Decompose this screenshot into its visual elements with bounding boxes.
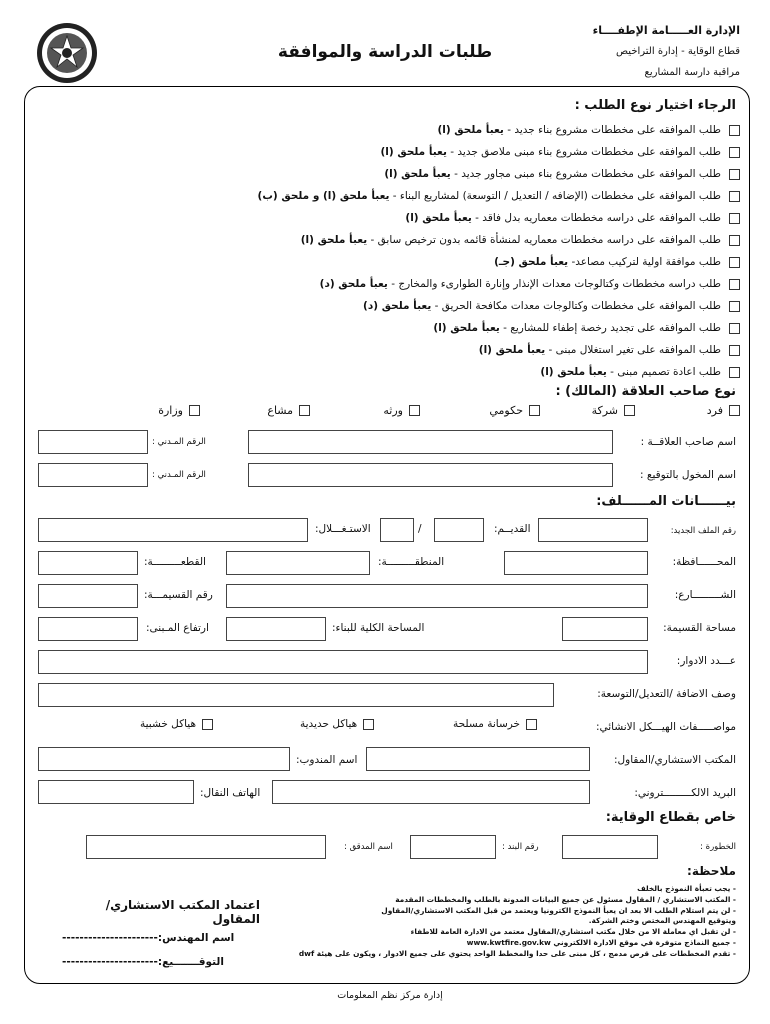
checkbox[interactable] — [729, 169, 740, 180]
owner-option-shared[interactable]: مشاع — [267, 404, 310, 417]
note-line: - المكتب الاستشاري / المقاول مسئول عن جميع البيانات المدونة بالطلب والمخططات المقدمة — [395, 894, 736, 904]
note-line: - لن يتم استلام الطلب الا بعد ان يعبأ النموذج الكترونيا ويعتمد من قبل المكتب الاستشاري/المقاول — [381, 905, 736, 915]
block-input[interactable] — [38, 551, 138, 575]
structure-specs-label: مواصـــــفات الهيـــكل الانشائي: — [595, 721, 736, 733]
owner-option-ministry[interactable]: وزارة — [158, 404, 200, 417]
checkbox[interactable] — [729, 405, 740, 416]
note-line: - تقدم المخططات على قرص مدمج ، كل مبنى على حدا والمخطط الواحد يحتوي على جميع الادوار ، ويكون على هيئة dwf — [298, 948, 736, 958]
engineer-name-field[interactable]: اسم المهندس:---------------------- — [62, 932, 235, 944]
total-building-area-input[interactable] — [226, 617, 326, 641]
checkbox[interactable] — [299, 405, 310, 416]
addition-description-input[interactable] — [38, 683, 554, 707]
delegate-name-label: اسم المندوب: — [296, 754, 358, 766]
checkbox[interactable] — [729, 367, 740, 378]
new-file-number-input[interactable] — [538, 518, 648, 542]
auditor-name-label: اسم المدقق : — [344, 842, 393, 852]
signature-field[interactable]: التوقـــــــيع:---------------------- — [62, 956, 224, 968]
checkbox[interactable] — [526, 719, 537, 730]
request-section-title: الرجاء اختيار نوع الطلب : — [574, 98, 736, 113]
mobile-phone-input[interactable] — [38, 780, 194, 804]
checkbox[interactable] — [624, 405, 635, 416]
note-line: - لن تقبل اي معاملة الا من خلال مكتب استشاري/المقاول معتمد من الادارة العامة للاطفاء — [410, 927, 736, 937]
request-option-6[interactable]: طلب الموافقه على دراسه مخططات معماريه لمنشأة قائمه بدون ترخيص سابق - يعبأ ملحق (ا) — [301, 231, 740, 249]
checkbox[interactable] — [729, 279, 740, 290]
email-input[interactable] — [272, 780, 590, 804]
checkbox[interactable] — [729, 235, 740, 246]
plot-area-input[interactable] — [562, 617, 648, 641]
item-number-label: رقم البند : — [502, 842, 539, 852]
signer-civil-id-input[interactable] — [38, 463, 148, 487]
organization-header — [560, 20, 740, 83]
governorate-input[interactable] — [504, 551, 648, 575]
building-height-input[interactable] — [38, 617, 138, 641]
building-height-label: ارتفاع المـبنى: — [146, 622, 209, 634]
street-input[interactable] — [226, 584, 648, 608]
consultant-approval-title: اعتماد المكتب الاستشاري/المقاول — [105, 898, 260, 926]
form-title: طلبات الدراسة والموافقة — [277, 42, 493, 62]
plot-number-input[interactable] — [38, 584, 138, 608]
note-line: - جميع النماذج متوفرة في موقع الادارة الالكتروني www.kwtfire.gov.kw — [466, 937, 736, 947]
civil-id-label: الرقم المـدني : — [152, 437, 206, 447]
checkbox[interactable] — [729, 345, 740, 356]
checkbox[interactable] — [189, 405, 200, 416]
authorized-signer-input[interactable] — [248, 463, 613, 487]
owner-name-label: اسم صاحب العلاقــة : — [640, 436, 736, 448]
notes-list — [298, 884, 736, 960]
request-option-5[interactable]: طلب الموافقه على دراسه مخططات معماريه بدل فاقد - يعبأ ملحق (ا) — [405, 209, 740, 227]
consultant-office-input[interactable] — [366, 747, 590, 771]
auditor-name-input[interactable] — [86, 835, 326, 859]
page-footer: إدارة مركز نظم المعلومات — [337, 990, 443, 1001]
note-line: ويتوقيع المهندس المختص وختم الشركة. — [588, 916, 736, 926]
risk-label: الخطورة : — [700, 842, 736, 852]
usage-input[interactable] — [38, 518, 308, 542]
fire-department-logo-icon — [36, 22, 98, 84]
mobile-phone-label: الهاتف النقال: — [200, 787, 261, 799]
addition-description-label: وصف الاضافة /التعديل/التوسعة: — [597, 688, 736, 700]
request-option-8[interactable]: طلب دراسه مخططات وكتالوجات معدات الإنذار وإنارة الطوارىء والمخارج - يعبأ ملحق (د) — [320, 275, 740, 293]
owner-option-individual[interactable]: فرد — [707, 404, 740, 417]
request-option-7[interactable]: طلب موافقة اولية لتركيب مصاعد- يعبأ ملحق (جـ) — [494, 253, 740, 271]
owner-name-input[interactable] — [248, 430, 613, 454]
owner-section-title: نوع صاحب العلاقة (المالك) : — [555, 384, 736, 399]
old-file-label: القديــم: — [494, 523, 531, 535]
request-option-11[interactable]: طلب الموافقه على تغير استغلال مبنى - يعبأ ملحق (ا) — [479, 341, 740, 359]
checkbox[interactable] — [729, 191, 740, 202]
org-name: الإدارة العـــــامة الإطفــــاء — [592, 24, 740, 37]
plot-number-label: رقم القسيمـــة: — [144, 589, 213, 601]
total-building-area-label: المساحة الكلية للبناء: — [332, 622, 425, 634]
structure-option-steel[interactable]: هياكل حديدية — [300, 718, 374, 730]
owner-option-heirs[interactable]: ورثه — [383, 404, 420, 417]
file-section-title: بيــــــانات المــــــلف: — [596, 494, 736, 509]
checkbox[interactable] — [363, 719, 374, 730]
notes-title: ملاحظة: — [687, 864, 736, 878]
old-file-part1-input[interactable] — [434, 518, 484, 542]
email-label: البريد الالكـــــــــتروني: — [634, 787, 736, 799]
request-option-2[interactable]: طلب الموافقه على مخططات مشروع بناء مبنى ملاصق جديد - يعبأ ملحق (ا) — [381, 143, 741, 161]
checkbox[interactable] — [202, 719, 213, 730]
governorate-label: المحــــــافظة: — [672, 556, 736, 568]
request-option-9[interactable]: طلب الموافقه على مخططات وكتالوجات معدات مكافحة الحريق - يعبأ ملحق (د) — [363, 297, 740, 315]
owner-civil-id-input[interactable] — [38, 430, 148, 454]
item-number-input[interactable] — [410, 835, 496, 859]
old-file-part2-input[interactable] — [380, 518, 414, 542]
prevention-section-title: خاص بقطاع الوقاية: — [605, 810, 736, 825]
owner-type-options — [40, 404, 740, 422]
delegate-name-input[interactable] — [38, 747, 290, 771]
structure-option-wood[interactable]: هياكل خشبية — [140, 718, 213, 730]
floors-count-label: عـــدد الادوار: — [676, 655, 736, 667]
authorized-signer-label: اسم المخول بالتوقيع : — [640, 469, 736, 481]
block-label: القطعـــــــــة: — [144, 556, 206, 568]
request-option-10[interactable]: طلب الموافقه على تجديد رخصة إطفاء للمشاريع - يعبأ ملحق (ا) — [433, 319, 740, 337]
area-label: المنطقـــــــــة: — [378, 556, 445, 568]
request-option-4[interactable]: طلب الموافقه على مخططات (الإضافه / التعديل / التوسعة) لمشاريع البناء - يعبأ ملحق (ا) و ملحق (ب) — [258, 187, 740, 205]
checkbox[interactable] — [729, 257, 740, 268]
org-sector: قطاع الوقاية - إدارة التراخيص — [616, 46, 740, 57]
plot-area-label: مساحة القسيمة: — [663, 622, 736, 634]
checkbox[interactable] — [409, 405, 420, 416]
owner-option-company[interactable]: شركة — [592, 404, 635, 417]
slash-separator: / — [418, 523, 422, 535]
request-option-1[interactable]: طلب الموافقه على مخططات مشروع بناء جديد - يعبأ ملحق (ا) — [437, 121, 740, 139]
checkbox[interactable] — [729, 125, 740, 136]
checkbox[interactable] — [729, 147, 740, 158]
checkbox[interactable] — [729, 213, 740, 224]
checkbox[interactable] — [529, 405, 540, 416]
risk-input[interactable] — [562, 835, 658, 859]
structure-option-concrete[interactable]: خرسانة مسلحة — [453, 718, 537, 730]
new-file-number-label: رقم الملف الجديد: — [670, 526, 736, 536]
note-line: - يجب تعبأة النموذج بالخلف — [637, 884, 736, 893]
checkbox[interactable] — [729, 323, 740, 334]
usage-label: الاستـغـــلال: — [315, 523, 371, 535]
floors-count-input[interactable] — [38, 650, 648, 674]
request-option-12[interactable]: طلب اعادة تصميم مبنى - يعبأ ملحق (ا) — [540, 363, 740, 381]
request-option-3[interactable]: طلب الموافقه على مخططات مشروع بناء مبنى مجاور جديد - يعبأ ملحق (ا) — [384, 165, 740, 183]
street-label: الشـــــــــارع: — [674, 589, 736, 601]
checkbox[interactable] — [729, 301, 740, 312]
civil-id-label-2: الرقم المـدني : — [152, 470, 206, 480]
consultant-office-label: المكتب الاستشاري/المقاول: — [613, 754, 736, 766]
owner-option-government[interactable]: حكومي — [489, 404, 540, 417]
org-department: مراقبة دارسة المشاريع — [644, 67, 740, 78]
area-input[interactable] — [226, 551, 370, 575]
